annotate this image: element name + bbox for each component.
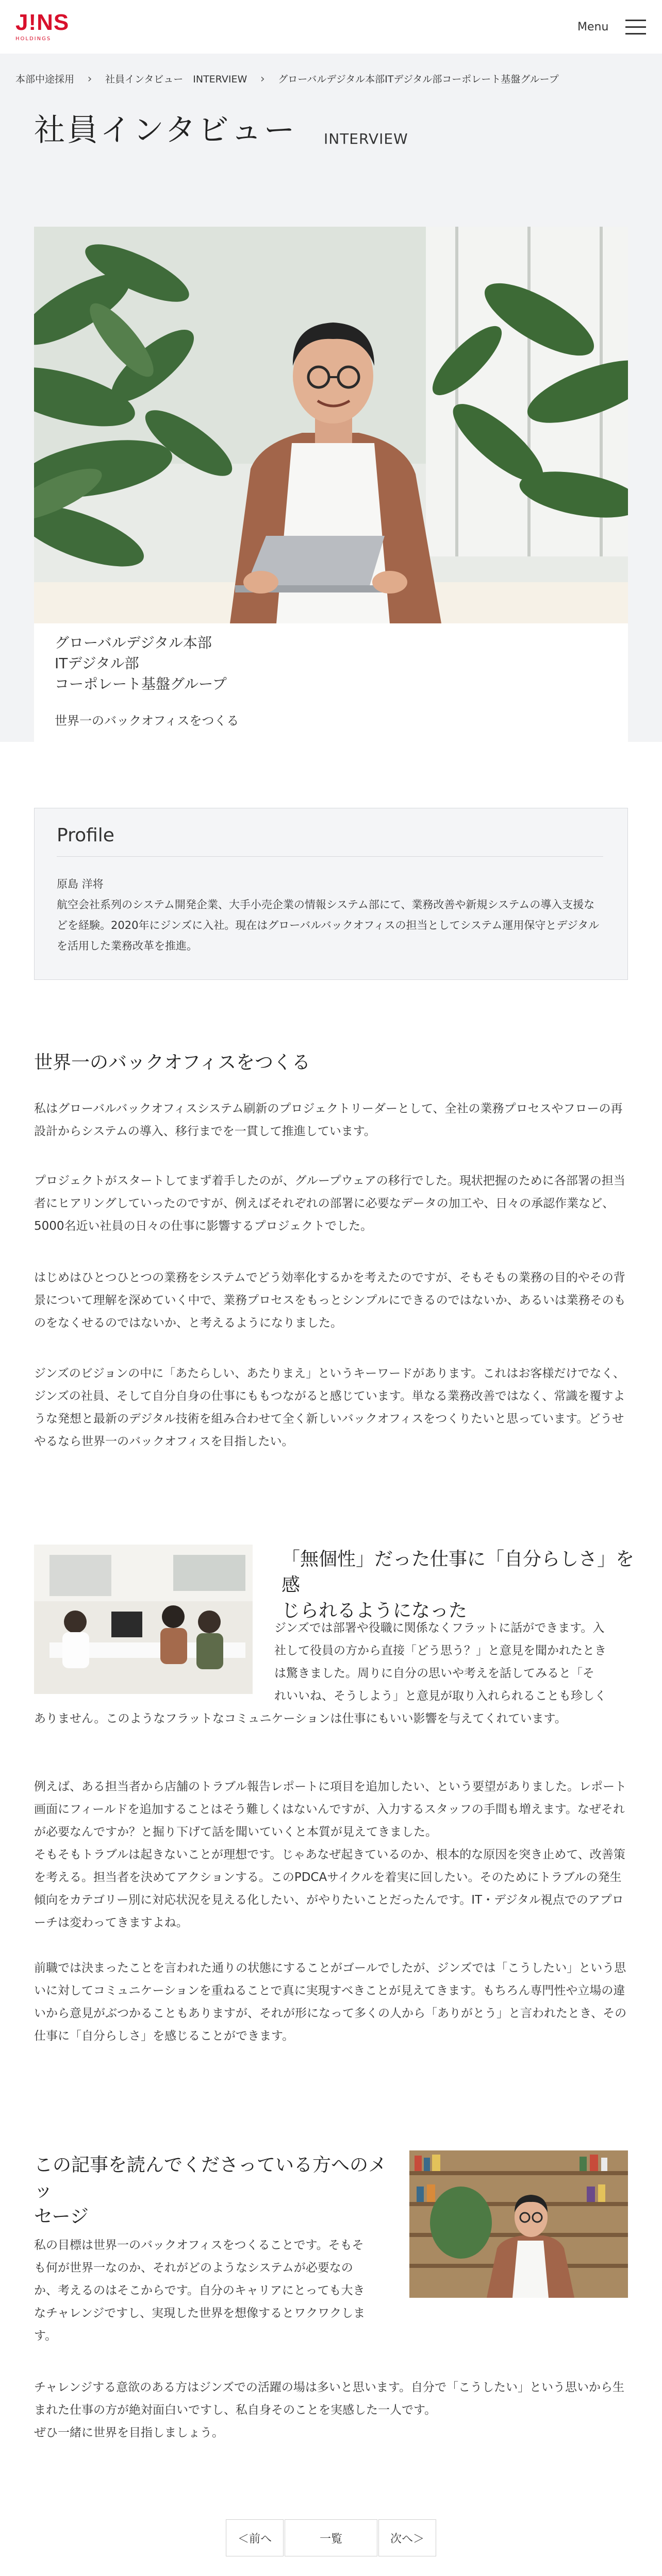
paragraph: はじめはひとつひとつの業務をシステムでどう効率化するかを考えたのですが、そもそもの業務の目的やその背景について理解を深めていく中で、業務プロセスをもっとシンプルにできるのではないか、あるいは業務そのものをなくせるのではないか、と考えるようになりました。 <box>34 1271 626 1330</box>
text-line: も何が世界一なのか、それがどのようなシステムが必要なの <box>34 2261 353 2275</box>
list-button[interactable]: 一覧 <box>285 2519 377 2556</box>
breadcrumb <box>15 73 662 86</box>
menu-label[interactable]: Menu <box>577 21 609 33</box>
paragraph: チャレンジする意欲のある方はジンズでの活躍の場は多いと思います。自分で「こうしたい」という思いから生まれた仕事の方が絶対面白いですし、私自身そのことを実感した一人です。 <box>34 2381 625 2417</box>
paragraph: ぜひ一緒に世界を目指しましょう。 <box>34 2426 224 2439</box>
dept-line: ITデジタル部 <box>55 655 139 672</box>
paragraph: ありません。このようなフラットなコミュニケーションは仕事にもいい影響を与えてくれています。 <box>34 1712 567 1725</box>
heading-line: じられるようになった <box>282 1600 468 1621</box>
page-title: 社員インタビュー <box>34 112 297 148</box>
breadcrumb-item[interactable]: 社員インタビュー INTERVIEW <box>105 74 247 85</box>
page-title-en: INTERVIEW <box>324 130 408 147</box>
paragraph-wrapped <box>274 1617 630 1707</box>
heading-line: セージ <box>34 2206 89 2227</box>
paragraph: ジンズのビジョンの中に「あたらしい、あたりまえ」というキーワードがあります。これはお客様だけでなく、ジンズの社員、そして自分自身の仕事にももつながると感じています。単なる業務改善ではなく、常識を覆すような発想と最新のデジタル技術を組み合わせて全く新しいバックオフィスをつくりたいと思っています。どうせやるなら世界一のバックオフィスを目指したい。 <box>34 1367 625 1448</box>
site-header <box>0 0 662 54</box>
profile-body <box>57 874 603 956</box>
library-portrait-photo <box>409 2150 628 2298</box>
profile-heading: Profile <box>57 825 114 846</box>
text-line: ジンズでは部署や役職に関係なくフラットに話ができます。入 <box>274 1621 605 1635</box>
profile-description: 航空会社系列のシステム開発企業、大手小売企業の情報システム部にて、業務改善や新規システムの導入支援などを経験。2020年にジンズに入社。現在はグローバルバックオフィスの担当としてシステム運用保守とデジタルを活用した業務改革を推進。 <box>57 899 600 952</box>
hamburger-menu-icon[interactable] <box>625 20 646 35</box>
heading-line: 「無個性」だった仕事に「自分らしさ」を感 <box>282 1549 635 1596</box>
text-line: は驚きました。周りに自分の思いや考えを話してみると「そ <box>274 1667 594 1680</box>
breadcrumb-item-current: グローバルデジタル本部ITデジタル部コーポレート基盤グループ <box>278 74 559 85</box>
paragraph-wrapped <box>34 2234 390 2347</box>
text-line: なチャレンジですし、実現した世界を想像するとワクワクしま <box>34 2307 366 2320</box>
dept-line: グローバルデジタル本部 <box>55 634 212 651</box>
logo-text: J!NS <box>15 10 70 35</box>
dept-line: コーポレート基盤グループ <box>55 675 227 692</box>
hero-portrait-photo <box>34 227 628 623</box>
section-heading <box>282 1547 637 1624</box>
text-line: す。 <box>34 2329 57 2343</box>
paragraph: そもそもトラブルは起きないことが理想です。じゃあなぜ起きているのか、根本的な原因を突き止めて、改善策を考える。担当者を決めてアクションする。このPDCAサイクルを着実に回したい。そのためにトラブルの発生傾向をカテゴリー別に対応状況を見える化したい、がやりたいことだったんです。IT・デジタル視点でのアプローチは変わってきますよね。 <box>34 1848 625 1929</box>
hero-tagline: 世界一のバックオフィスをつくる <box>55 714 239 728</box>
profile-name: 原島 洋将 <box>57 878 104 890</box>
profile-divider <box>57 856 603 857</box>
paragraph: プロジェクトがスタートしてまず着手したのが、グループウェアの移行でした。現状把握のために各部署の担当者にヒアリングしていったのですが、例えばそれぞれの部署に必要なデータの加工や、日々の承認作業など、5000名近い社員の日々の仕事に影響するプロジェクトでした。 <box>34 1174 625 1233</box>
chevron-right-icon: › <box>87 73 92 86</box>
text-line: 社して役員の方から直接「どう思う？」と意見を聞かれたとき <box>274 1644 606 1657</box>
text-line: か、考えるのはそこからです。自分のキャリアにとっても大き <box>34 2284 365 2297</box>
paragraph: 私はグローバルバックオフィスシステム刷新のプロジェクトリーダーとして、全社の業務プロセスやフローの再設計からシステムの導入、移行までを一貫して推進しています。 <box>34 1102 623 1138</box>
meeting-photo <box>34 1545 253 1694</box>
section-heading: 世界一のバックオフィスをつくる <box>34 1052 311 1073</box>
logo-subtext: HOLDINGS <box>15 36 52 42</box>
next-button[interactable]: 次へ＞ <box>378 2519 436 2556</box>
text-line: 私の目標は世界一のバックオフィスをつくることです。そもそ <box>34 2239 364 2252</box>
section-heading <box>34 2153 395 2230</box>
paragraph: 前職では決まったことを言われた通りの状態にすることがゴールでしたが、ジンズでは「こうしたい」という思いに対してコミュニケーションを重ねることで真に実現すべきことが見えてきます。もちろん専門性や立場の違いから意見がぶつかることもありますが、それが形になって多くの人から「ありがとう」と言われたとき、その仕事に「自分らしさ」を感じることができます。 <box>34 1961 627 2043</box>
hero-department <box>55 633 227 694</box>
breadcrumb-item[interactable]: 本部中途採用 <box>15 74 75 85</box>
prev-button[interactable]: ＜前へ <box>226 2519 284 2556</box>
paragraph: 例えば、ある担当者から店舗のトラブル報告レポートに項目を追加したい、という要望がありました。レポート画面にフィールドを追加することはそう難しくはないんですが、入力するスタッフの手間も増えます。なぜそれが必要なんですか？と掘り下げて話を聞いていくと本質が見えてきました。 <box>34 1780 627 1839</box>
text-line: れいいね、そうしよう」と意見が取り入れられることも珍しく <box>274 1689 606 1703</box>
chevron-right-icon: › <box>260 73 265 86</box>
jins-logo[interactable] <box>15 10 69 42</box>
heading-line: この記事を読んでくださっている方へのメッ <box>34 2155 387 2201</box>
